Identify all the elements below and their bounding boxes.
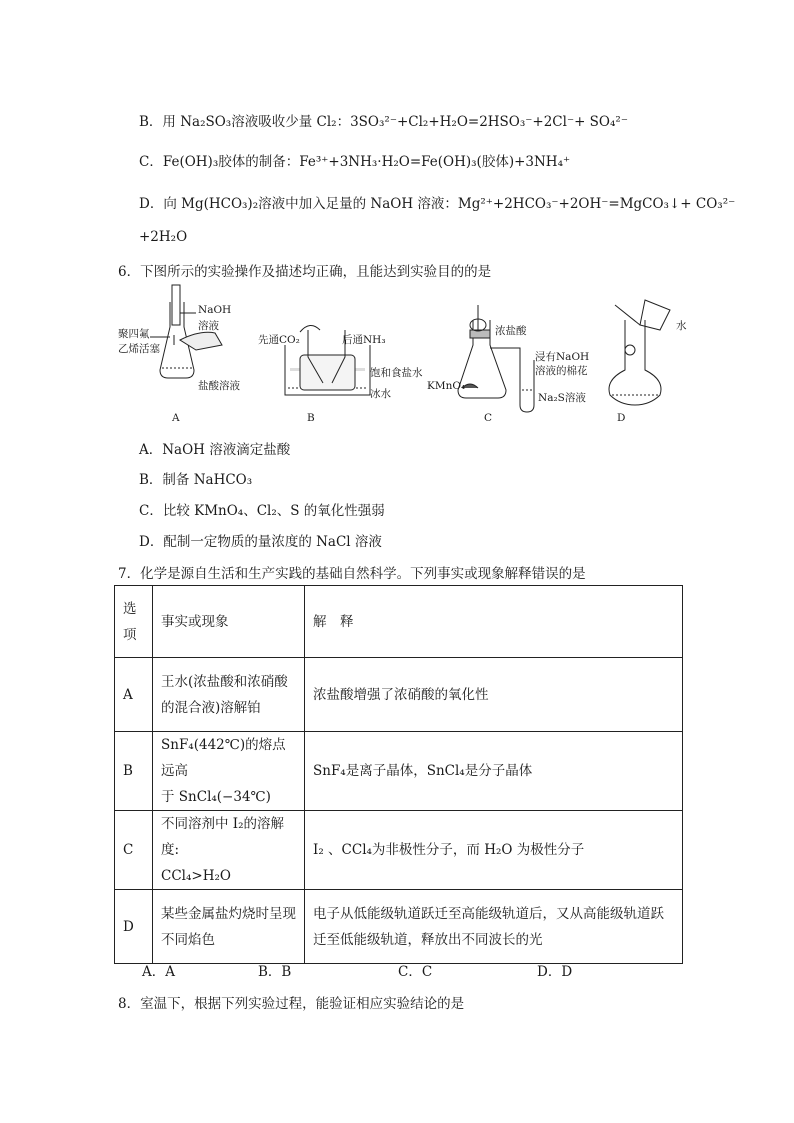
row-fact-line1: 王水(浓盐酸和浓硝酸 xyxy=(161,673,288,690)
q5-option-b-reagent: Na₂SO₃ xyxy=(180,114,232,130)
row-option: C xyxy=(115,811,153,890)
header-explain: 解 释 xyxy=(305,586,683,658)
row-explain xyxy=(305,732,683,811)
inner-vessel-b xyxy=(300,355,355,390)
q7-answer-a: A．A xyxy=(142,964,175,980)
label-b-brine: 饱和食盐水 xyxy=(370,367,423,379)
label-b-nh3: 后通NH₃ xyxy=(342,334,386,346)
test-tube-c xyxy=(490,348,534,412)
label-c-hcl: 浓盐酸 xyxy=(495,325,527,337)
row-explain-line1: 电子从低能级轨道跃迁至高能级轨道后，又从高能级轨道跃 xyxy=(313,905,664,922)
header-option-line2: 项 xyxy=(123,626,137,643)
label-a-letter: A xyxy=(172,412,180,424)
q6-stem: 6．下图所示的实验操作及描述均正确，且能达到实验目的的是 xyxy=(118,264,492,280)
q6-option-a: A．NaOH 溶液滴定盐酸 xyxy=(139,442,291,458)
row-option: B xyxy=(115,732,153,811)
label-b-icewater: 冰水 xyxy=(370,388,391,400)
header-option xyxy=(115,586,153,658)
row-fact xyxy=(153,658,305,732)
header-option-line1: 选 xyxy=(123,600,137,617)
row-fact xyxy=(153,732,305,811)
row-fact-line1: 某些金属盐灼烧时呈现 xyxy=(161,905,296,922)
label-a-naoh: NaOH xyxy=(198,304,232,316)
table-header-row xyxy=(115,586,683,658)
row-fact xyxy=(153,811,305,890)
row-fact-line2: CCl₄>H₂O xyxy=(161,868,231,884)
q5-option-c-prefix: C．Fe(OH)₃胶体的制备： xyxy=(139,154,300,170)
label-c-cotton: 溶液的棉花 xyxy=(535,365,588,377)
q6-figure xyxy=(0,0,794,430)
row-fact-line1: 不同溶剂中 I₂的溶解度: xyxy=(161,816,285,858)
label-a-ptfe: 聚四氟 xyxy=(118,328,150,340)
header-fact: 事实或现象 xyxy=(153,586,305,658)
label-b-co2: 先通CO₂ xyxy=(258,334,300,346)
row-explain-line1: I₂ 、CCl₄为非极性分子，而 H₂O 为极性分子 xyxy=(313,842,585,858)
label-a-stopcock: 乙烯活塞 xyxy=(118,343,160,355)
q7-answer-c: C．C xyxy=(398,964,433,980)
row-explain-line2: 迁至低能级轨道，释放出不同波长的光 xyxy=(313,931,543,948)
q7-answer-b: B．B xyxy=(258,964,292,980)
table-row xyxy=(115,811,683,890)
row-option: A xyxy=(115,658,153,732)
burette-a xyxy=(172,285,180,325)
q7-answer-d: D．D xyxy=(537,964,573,980)
table-row xyxy=(115,732,683,811)
row-fact-line2: 于 SnCl₄(−34℃) xyxy=(161,789,271,805)
q5-option-d-continued: +2H₂O xyxy=(139,229,188,245)
row-fact-line2: 不同焰色 xyxy=(161,931,215,948)
table-row xyxy=(115,890,683,964)
label-d-letter: D xyxy=(617,412,626,424)
q8-stem: 8．室温下，根据下列实验过程，能验证相应实验结论的是 xyxy=(118,996,465,1012)
label-c-kmno4: KMnO₄ xyxy=(427,380,466,392)
label-c-na2s: Na₂S溶液 xyxy=(538,392,586,404)
q5-option-b-mid: 溶液吸收少量 Cl₂： xyxy=(231,114,351,130)
row-explain xyxy=(305,811,683,890)
q6-option-b: B．制备 NaHCO₃ xyxy=(139,472,253,488)
q7-table xyxy=(114,585,683,964)
q5-option-d-equation: Mg²⁺+2HCO₃⁻+2OH⁻=MgCO₃↓+ CO₃²⁻ xyxy=(457,196,736,212)
row-fact-line1: SnF₄(442℃)的熔点远高 xyxy=(161,737,286,779)
label-c-naoh: 浸有NaOH xyxy=(535,351,590,363)
volumetric-flask-d xyxy=(609,320,661,405)
row-fact xyxy=(153,890,305,964)
label-b-letter: B xyxy=(307,412,315,424)
row-explain-line1: SnF₄是离子晶体，SnCl₄是分子晶体 xyxy=(313,763,533,779)
q7-stem: 7．化学是源自生活和生产实践的基础自然科学。下列事实或现象解释错误的是 xyxy=(118,566,586,582)
row-explain xyxy=(305,658,683,732)
label-a-hcl: 盐酸溶液 xyxy=(198,380,240,392)
row-explain-line1: 浓盐酸增强了浓硝酸的氧化性 xyxy=(313,686,489,703)
q5-option-d-prefix: D．向 Mg(HCO₃)₂溶液中加入足量的 NaOH 溶液： xyxy=(139,196,458,212)
label-c-letter: C xyxy=(484,412,493,424)
q5-option-b-equation: 3SO₃²⁻+Cl₂+H₂O=2HSO₃⁻+2Cl⁻+ SO₄²⁻ xyxy=(350,114,628,130)
row-option: D xyxy=(115,890,153,964)
label-a-solution: 溶液 xyxy=(198,320,219,332)
row-explain xyxy=(305,890,683,964)
label-d-water: 水 xyxy=(676,320,687,332)
q5-option-b-prefix: B．用 xyxy=(139,114,181,130)
q5-option-c-equation: Fe³⁺+3NH₃·H₂O=Fe(OH)₃(胶体)+3NH₄⁺ xyxy=(299,154,571,170)
q6-option-c: C．比较 KMnO₄、Cl₂、S 的氧化性强弱 xyxy=(139,503,385,519)
row-fact-line2: 的混合液)溶解铂 xyxy=(161,699,261,716)
q6-option-d: D．配制一定物质的量浓度的 NaCl 溶液 xyxy=(139,534,382,550)
table-row xyxy=(115,658,683,732)
